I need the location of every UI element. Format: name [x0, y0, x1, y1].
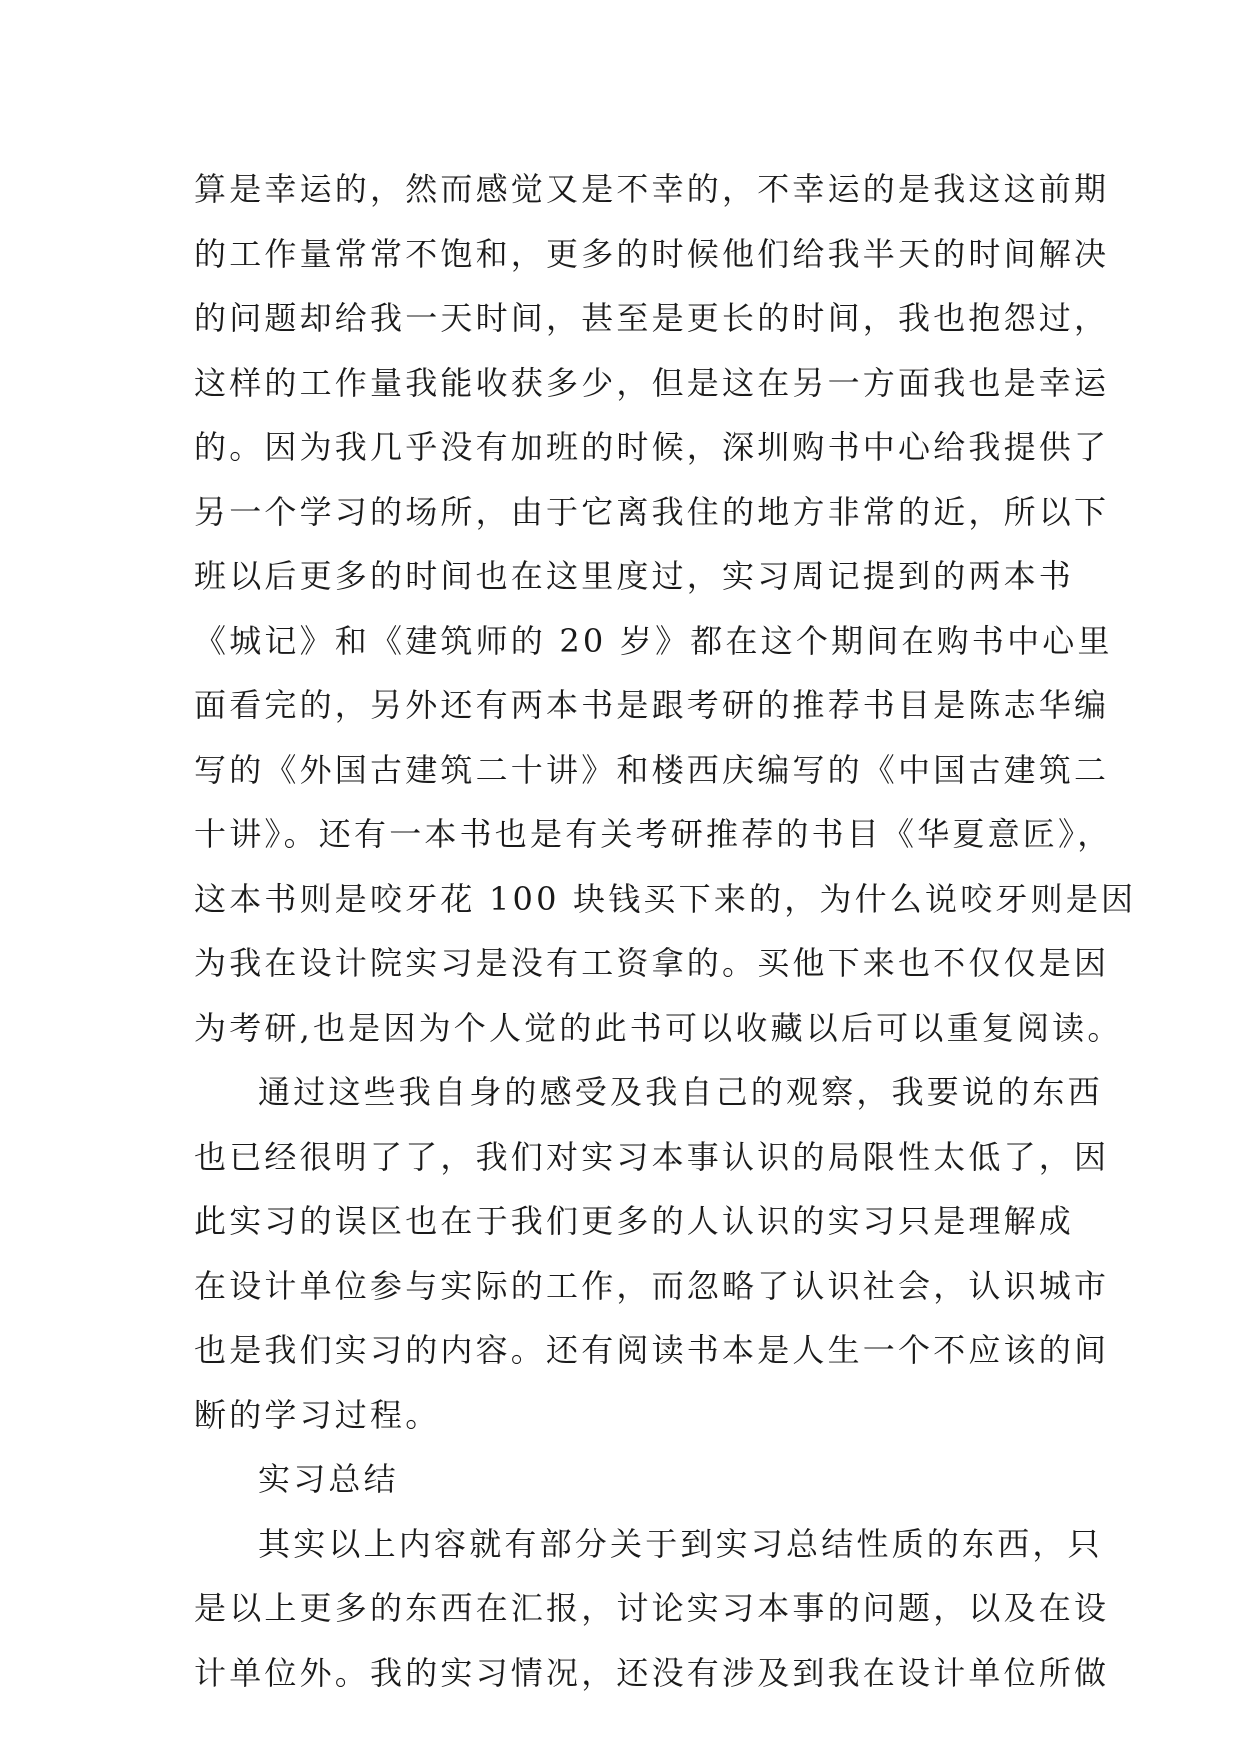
text-line: 班以后更多的时间也在这里度过，实习周记提到的两本书 [194, 557, 1075, 595]
section-heading: 实习总结 [258, 1460, 399, 1498]
text-line: 这样的工作量我能收获多少，但是这在另一方面我也是幸运 [194, 363, 1110, 402]
text-line: 在设计单位参与实际的工作，而忽略了认识社会，认识城市 [194, 1266, 1110, 1305]
text-line: 的问题却给我一天时间，甚至是更长的时间，我也抱怨过， [194, 299, 1110, 337]
paragraph-start-line: 其实以上内容就有部分关于到实习总结性质的东西，只 [258, 1524, 1103, 1563]
document-body [194, 157, 1137, 1705]
text-line: 这本书则是咬牙花 100 块钱买下来的，为什么说咬牙则是因 [194, 879, 1137, 918]
text-line: 此实习的误区也在于我们更多的人认识的实习只是理解成 [194, 1202, 1075, 1240]
text-line: 计单位外。我的实习情况，还没有涉及到我在设计单位所做 [194, 1653, 1110, 1692]
text-line: 《城记》和《建筑师的 20 岁》都在这个期间在购书中心里 [194, 621, 1113, 660]
text-line: 是以上更多的东西在汇报，讨论实习本事的问题，以及在设 [194, 1589, 1110, 1627]
text-line: 也已经很明了了，我们对实习本事认识的局限性太低了，因 [194, 1137, 1110, 1176]
text-line: 也是我们实习的内容。还有阅读书本是人生一个不应该的间 [194, 1331, 1110, 1369]
text-line: 另一个学习的场所，由于它离我住的地方非常的近，所以下 [194, 492, 1110, 531]
paragraph-start-line: 通过这些我自身的感受及我自己的观察，我要说的东西 [258, 1073, 1103, 1111]
text-line: 为考研,也是因为个人觉的此书可以收藏以后可以重复阅读。 [194, 1008, 1123, 1047]
text-line: 为我在设计院实习是没有工资拿的。买他下来也不仅仅是因 [194, 944, 1110, 982]
text-line: 断的学习过程。 [194, 1395, 441, 1434]
text-line: 十讲》。还有一本书也是有关考研推荐的书目《华夏意匠》， [194, 815, 1113, 853]
text-line: 的工作量常常不饱和，更多的时候他们给我半天的时间解决 [194, 234, 1110, 273]
text-line: 算是幸运的，然而感觉又是不幸的，不幸运的是我这这前期 [194, 170, 1110, 208]
text-line: 面看完的，另外还有两本书是跟考研的推荐书目是陈志华编 [194, 686, 1110, 724]
text-line: 写的《外国古建筑二十讲》和楼西庆编写的《中国古建筑二 [194, 750, 1110, 789]
text-line: 的。因为我几乎没有加班的时候，深圳购书中心给我提供了 [194, 428, 1110, 466]
